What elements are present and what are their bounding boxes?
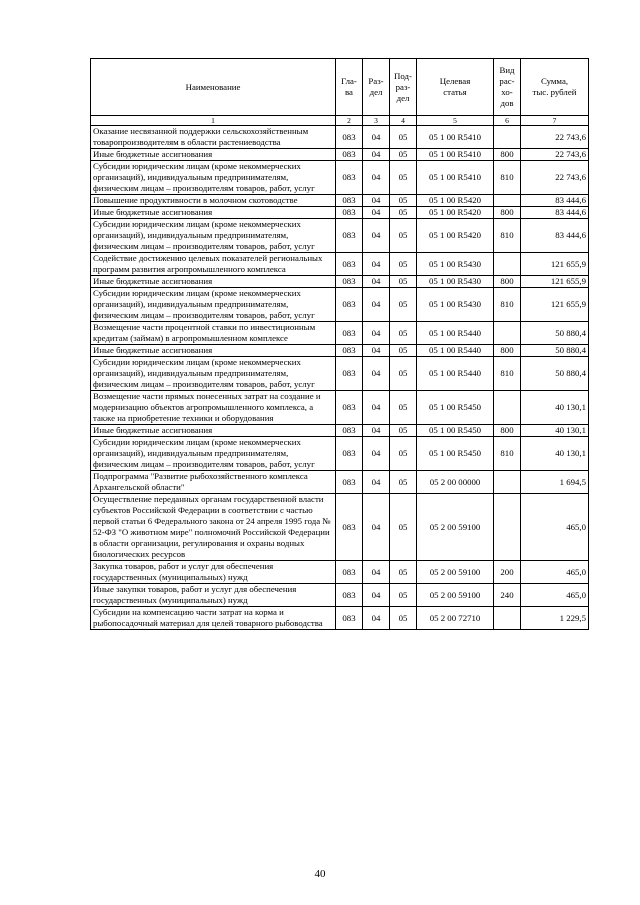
column-number: 3 <box>363 116 390 126</box>
cell-statya: 05 2 00 59100 <box>417 561 494 584</box>
cell-podrazdel: 05 <box>390 207 417 219</box>
table-row <box>91 276 589 288</box>
cell-statya: 05 1 00 R5450 <box>417 391 494 425</box>
column-number: 6 <box>494 116 521 126</box>
table-row <box>91 607 589 630</box>
budget-table <box>90 58 589 630</box>
cell-glava: 083 <box>336 345 363 357</box>
cell-name: Субсидии юридическим лицам (кроме некоммерческих организаций), индивидуальным предпринимателям, физическим лицам – производителям товаров, работ, услуг <box>91 357 336 391</box>
cell-name: Оказание несвязанной поддержки сельскохозяйственным товаропроизводителям в области растениеводства <box>91 126 336 149</box>
cell-vid <box>494 322 521 345</box>
table-row <box>91 471 589 494</box>
column-number: 7 <box>521 116 589 126</box>
cell-vid <box>494 253 521 276</box>
table-row <box>91 288 589 322</box>
cell-summa: 1 694,5 <box>521 471 589 494</box>
table-row <box>91 322 589 345</box>
cell-podrazdel: 05 <box>390 288 417 322</box>
cell-summa: 50 880,4 <box>521 357 589 391</box>
col-header-statya-text: Целевая статья <box>439 76 471 97</box>
cell-glava: 083 <box>336 195 363 207</box>
cell-name: Иные бюджетные ассигнования <box>91 345 336 357</box>
cell-glava: 083 <box>336 288 363 322</box>
cell-razdel: 04 <box>363 345 390 357</box>
cell-name: Иные закупки товаров, работ и услуг для обеспечения государственных (муниципальных) нужд <box>91 584 336 607</box>
cell-glava: 083 <box>336 391 363 425</box>
cell-podrazdel: 05 <box>390 126 417 149</box>
cell-podrazdel: 05 <box>390 253 417 276</box>
cell-statya: 05 2 00 59100 <box>417 494 494 561</box>
cell-glava: 083 <box>336 607 363 630</box>
cell-summa: 1 229,5 <box>521 607 589 630</box>
table-row <box>91 561 589 584</box>
cell-glava: 083 <box>336 471 363 494</box>
cell-podrazdel: 05 <box>390 425 417 437</box>
col-header-razdel-text: Раз- дел <box>368 76 384 97</box>
cell-razdel: 04 <box>363 357 390 391</box>
cell-vid: 810 <box>494 161 521 195</box>
cell-razdel: 04 <box>363 149 390 161</box>
cell-statya: 05 1 00 R5410 <box>417 149 494 161</box>
cell-statya: 05 1 00 R5430 <box>417 253 494 276</box>
col-header-vid-text: Вид рас- хо- дов <box>499 65 515 108</box>
cell-glava: 083 <box>336 126 363 149</box>
cell-summa: 50 880,4 <box>521 345 589 357</box>
cell-summa: 50 880,4 <box>521 322 589 345</box>
cell-razdel: 04 <box>363 207 390 219</box>
col-header-statya <box>417 59 494 116</box>
cell-name: Субсидии юридическим лицам (кроме некоммерческих организаций), индивидуальным предпринимателям, физическим лицам – производителям товаров, работ, услуг <box>91 437 336 471</box>
cell-statya: 05 1 00 R5440 <box>417 322 494 345</box>
cell-glava: 083 <box>336 219 363 253</box>
cell-name: Возмещение части прямых понесенных затрат на создание и модернизацию объектов агропромышленного комплекса, а также на приобретение техники и оборудования <box>91 391 336 425</box>
cell-glava: 083 <box>336 149 363 161</box>
cell-name: Закупка товаров, работ и услуг для обеспечения государственных (муниципальных) нужд <box>91 561 336 584</box>
cell-razdel: 04 <box>363 437 390 471</box>
cell-summa: 465,0 <box>521 584 589 607</box>
cell-razdel: 04 <box>363 584 390 607</box>
col-header-glava-text: Гла- ва <box>341 76 357 97</box>
col-header-summa-text: Сумма, тыс. рублей <box>532 76 577 97</box>
header-row <box>91 59 589 116</box>
col-header-vid <box>494 59 521 116</box>
cell-glava: 083 <box>336 494 363 561</box>
cell-vid <box>494 391 521 425</box>
cell-name: Субсидии юридическим лицам (кроме некоммерческих организаций), индивидуальным предпринимателям, физическим лицам – производителям товаров, работ, услуг <box>91 219 336 253</box>
cell-statya: 05 1 00 R5420 <box>417 195 494 207</box>
cell-podrazdel: 05 <box>390 437 417 471</box>
cell-podrazdel: 05 <box>390 195 417 207</box>
cell-vid: 810 <box>494 357 521 391</box>
cell-vid: 810 <box>494 288 521 322</box>
cell-vid: 810 <box>494 437 521 471</box>
column-number: 4 <box>390 116 417 126</box>
cell-vid: 800 <box>494 276 521 288</box>
cell-razdel: 04 <box>363 561 390 584</box>
cell-podrazdel: 05 <box>390 276 417 288</box>
cell-summa: 40 130,1 <box>521 437 589 471</box>
cell-name: Иные бюджетные ассигнования <box>91 207 336 219</box>
cell-name: Содействие достижению целевых показателей региональных программ развития агропромышленного комплекса <box>91 253 336 276</box>
cell-summa: 22 743,6 <box>521 126 589 149</box>
cell-statya: 05 1 00 R5430 <box>417 288 494 322</box>
cell-glava: 083 <box>336 584 363 607</box>
cell-razdel: 04 <box>363 607 390 630</box>
cell-vid <box>494 471 521 494</box>
cell-glava: 083 <box>336 437 363 471</box>
cell-glava: 083 <box>336 253 363 276</box>
cell-razdel: 04 <box>363 425 390 437</box>
cell-razdel: 04 <box>363 219 390 253</box>
cell-name: Иные бюджетные ассигнования <box>91 276 336 288</box>
cell-razdel: 04 <box>363 391 390 425</box>
cell-razdel: 04 <box>363 253 390 276</box>
cell-glava: 083 <box>336 161 363 195</box>
cell-statya: 05 1 00 R5450 <box>417 425 494 437</box>
cell-statya: 05 1 00 R5410 <box>417 126 494 149</box>
table-row <box>91 494 589 561</box>
cell-razdel: 04 <box>363 288 390 322</box>
col-header-podrazdel-text: Под- раз- дел <box>394 70 412 103</box>
cell-vid <box>494 607 521 630</box>
cell-summa: 465,0 <box>521 494 589 561</box>
table-row <box>91 161 589 195</box>
table-row <box>91 345 589 357</box>
cell-razdel: 04 <box>363 161 390 195</box>
table-row <box>91 584 589 607</box>
col-header-razdel <box>363 59 390 116</box>
cell-statya: 05 1 00 R5440 <box>417 345 494 357</box>
cell-statya: 05 1 00 R5420 <box>417 219 494 253</box>
cell-name: Субсидии юридическим лицам (кроме некоммерческих организаций), индивидуальным предпринимателям, физическим лицам – производителям товаров, работ, услуг <box>91 161 336 195</box>
cell-vid: 800 <box>494 345 521 357</box>
cell-summa: 40 130,1 <box>521 425 589 437</box>
cell-statya: 05 2 00 72710 <box>417 607 494 630</box>
cell-podrazdel: 05 <box>390 219 417 253</box>
cell-vid <box>494 126 521 149</box>
cell-vid: 800 <box>494 425 521 437</box>
cell-summa: 121 655,9 <box>521 288 589 322</box>
cell-summa: 83 444,6 <box>521 207 589 219</box>
cell-summa: 121 655,9 <box>521 253 589 276</box>
cell-podrazdel: 05 <box>390 149 417 161</box>
table-row <box>91 219 589 253</box>
cell-glava: 083 <box>336 357 363 391</box>
cell-summa: 40 130,1 <box>521 391 589 425</box>
cell-statya: 05 1 00 R5420 <box>417 207 494 219</box>
cell-podrazdel: 05 <box>390 322 417 345</box>
column-number: 5 <box>417 116 494 126</box>
cell-name: Осуществление переданных органам государственной власти субъектов Российской Федерации в соответствии с частью первой статьи 6 Федерального закона от 24 апреля 1995 года № 52-ФЗ "О животном мире" полномочий Российской Федерации в области организации, регулирования и охраны водных биологических ресурсов <box>91 494 336 561</box>
table-row <box>91 207 589 219</box>
cell-statya: 05 2 00 59100 <box>417 584 494 607</box>
cell-summa: 22 743,6 <box>521 149 589 161</box>
column-number-row <box>91 116 589 126</box>
cell-podrazdel: 05 <box>390 161 417 195</box>
cell-vid <box>494 494 521 561</box>
cell-glava: 083 <box>336 425 363 437</box>
col-header-name: Наименование <box>91 59 336 116</box>
cell-name: Иные бюджетные ассигнования <box>91 149 336 161</box>
cell-vid: 200 <box>494 561 521 584</box>
cell-glava: 083 <box>336 322 363 345</box>
cell-name: Повышение продуктивности в молочном скотоводстве <box>91 195 336 207</box>
cell-vid: 810 <box>494 219 521 253</box>
table-row <box>91 126 589 149</box>
cell-summa: 465,0 <box>521 561 589 584</box>
cell-razdel: 04 <box>363 471 390 494</box>
cell-summa: 83 444,6 <box>521 195 589 207</box>
cell-glava: 083 <box>336 276 363 288</box>
cell-podrazdel: 05 <box>390 345 417 357</box>
cell-podrazdel: 05 <box>390 494 417 561</box>
cell-statya: 05 1 00 R5410 <box>417 161 494 195</box>
table-row <box>91 437 589 471</box>
cell-name: Субсидии на компенсацию части затрат на корма и рыбопосадочный материал для целей товарного рыбоводства <box>91 607 336 630</box>
col-header-summa <box>521 59 589 116</box>
cell-name: Иные бюджетные ассигнования <box>91 425 336 437</box>
page-number: 40 <box>314 868 326 880</box>
cell-summa: 83 444,6 <box>521 219 589 253</box>
cell-glava: 083 <box>336 207 363 219</box>
col-header-glava <box>336 59 363 116</box>
cell-statya: 05 1 00 R5450 <box>417 437 494 471</box>
cell-razdel: 04 <box>363 322 390 345</box>
cell-vid: 800 <box>494 149 521 161</box>
cell-razdel: 04 <box>363 276 390 288</box>
table-row <box>91 253 589 276</box>
table-row <box>91 425 589 437</box>
cell-razdel: 04 <box>363 494 390 561</box>
cell-name: Возмещение части процентной ставки по инвестиционным кредитам (займам) в агропромышленном комплексе <box>91 322 336 345</box>
table-body <box>91 126 589 630</box>
col-header-podrazdel <box>390 59 417 116</box>
table-row <box>91 391 589 425</box>
column-number: 2 <box>336 116 363 126</box>
cell-vid <box>494 195 521 207</box>
cell-razdel: 04 <box>363 126 390 149</box>
cell-statya: 05 2 00 00000 <box>417 471 494 494</box>
cell-statya: 05 1 00 R5440 <box>417 357 494 391</box>
cell-podrazdel: 05 <box>390 584 417 607</box>
cell-podrazdel: 05 <box>390 561 417 584</box>
cell-name: Субсидии юридическим лицам (кроме некоммерческих организаций), индивидуальным предпринимателям, физическим лицам – производителям товаров, работ, услуг <box>91 288 336 322</box>
table-row <box>91 357 589 391</box>
cell-podrazdel: 05 <box>390 607 417 630</box>
cell-summa: 22 743,6 <box>521 161 589 195</box>
table-row <box>91 195 589 207</box>
table-row <box>91 149 589 161</box>
cell-razdel: 04 <box>363 195 390 207</box>
cell-vid: 240 <box>494 584 521 607</box>
cell-vid: 800 <box>494 207 521 219</box>
column-number: 1 <box>91 116 336 126</box>
cell-glava: 083 <box>336 561 363 584</box>
cell-podrazdel: 05 <box>390 391 417 425</box>
cell-podrazdel: 05 <box>390 471 417 494</box>
cell-statya: 05 1 00 R5430 <box>417 276 494 288</box>
cell-podrazdel: 05 <box>390 357 417 391</box>
cell-name: Подпрограмма "Развитие рыбохозяйственного комплекса Архангельской области" <box>91 471 336 494</box>
cell-summa: 121 655,9 <box>521 276 589 288</box>
